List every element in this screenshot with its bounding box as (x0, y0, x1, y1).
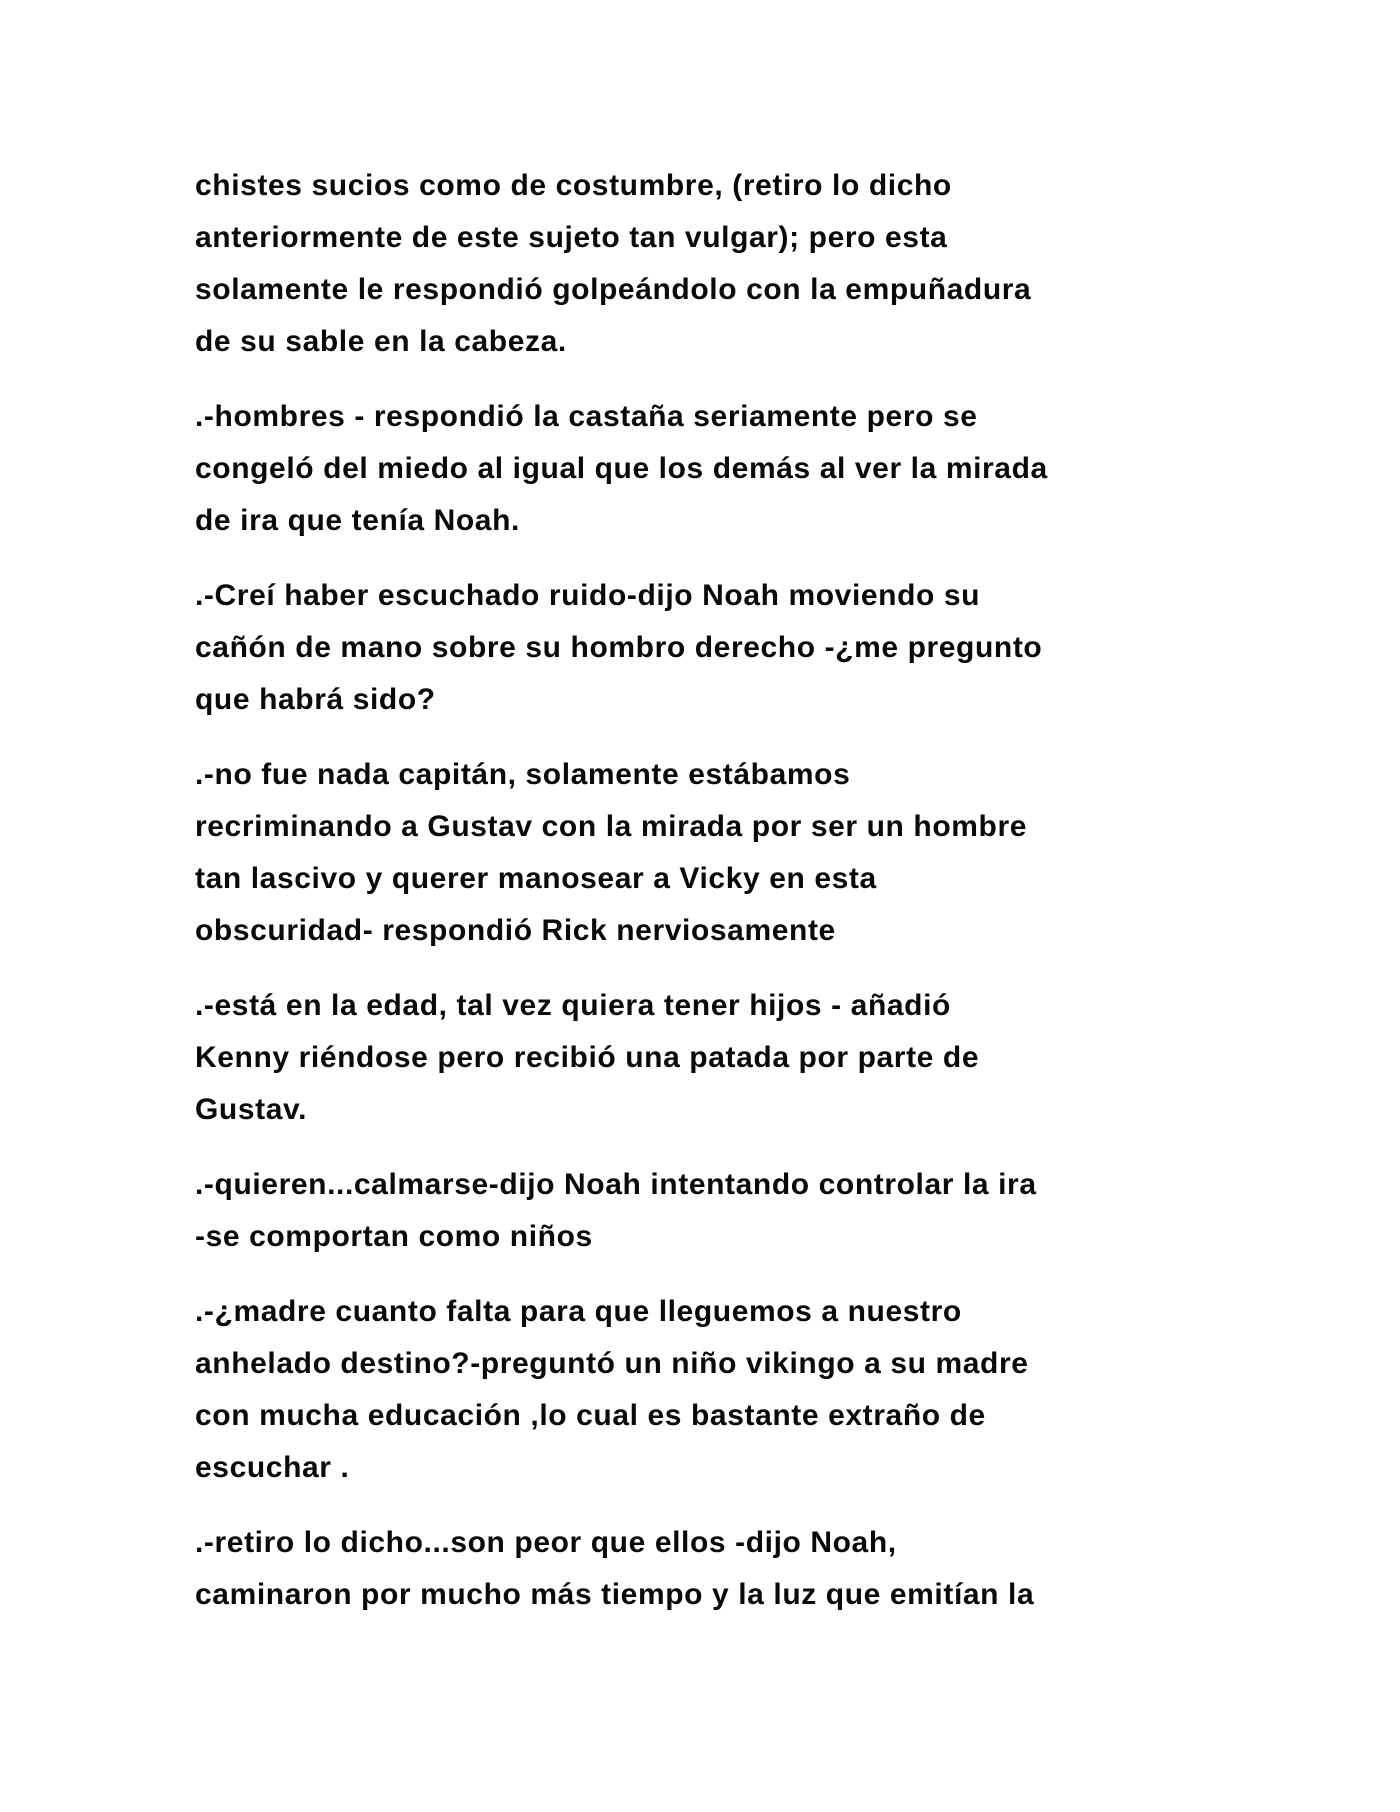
paragraph-6 (195, 1159, 1225, 1263)
paragraph-1 (195, 160, 1225, 368)
text-line: -se comportan como niños (195, 1220, 593, 1253)
paragraph-4 (195, 749, 1225, 957)
text-line: .-quieren...calmarse-dijo Noah intentando controlar la ira (195, 1168, 1037, 1201)
text-line: anteriormente de este sujeto tan vulgar); pero esta (195, 221, 948, 254)
text-line: .-Creí haber escuchado ruido-dijo Noah moviendo su (195, 579, 981, 612)
text-line: .-¿madre cuanto falta para que lleguemos a nuestro (195, 1295, 962, 1328)
text-line: recriminando a Gustav con la mirada por ser un hombre (195, 810, 1028, 843)
text-line: obscuridad- respondió Rick nerviosamente (195, 914, 836, 947)
text-line: caminaron por mucho más tiempo y la luz que emitían la (195, 1578, 1035, 1611)
text-line: que habrá sido? (195, 683, 436, 716)
text-line: .-hombres - respondió la castaña seriamente pero se (195, 400, 978, 433)
paragraph-7 (195, 1286, 1225, 1494)
text-line: de ira que tenía Noah. (195, 504, 520, 537)
text-line: de su sable en la cabeza. (195, 325, 567, 358)
paragraph-2 (195, 391, 1225, 547)
paragraph-8 (195, 1517, 1225, 1621)
text-line: tan lascivo y querer manosear a Vicky en esta (195, 862, 877, 895)
text-line: .-no fue nada capitán, solamente estábamos (195, 758, 851, 791)
text-line: Kenny riéndose pero recibió una patada por parte de (195, 1041, 980, 1074)
text-line: escuchar . (195, 1451, 350, 1484)
text-line: solamente le respondió golpeándolo con la empuñadura (195, 273, 1032, 306)
text-line: con mucha educación ,lo cual es bastante extraño de (195, 1399, 986, 1432)
text-line: congeló del miedo al igual que los demás al ver la mirada (195, 452, 1048, 485)
paragraph-3 (195, 570, 1225, 726)
text-line: .-retiro lo dicho...son peor que ellos -dijo Noah, (195, 1526, 897, 1559)
text-line: chistes sucios como de costumbre, (retiro lo dicho (195, 169, 952, 202)
text-line: Gustav. (195, 1093, 308, 1126)
paragraph-5 (195, 980, 1225, 1136)
document-page (195, 160, 1225, 1644)
text-line: .-está en la edad, tal vez quiera tener hijos - añadió (195, 989, 951, 1022)
text-line: cañón de mano sobre su hombro derecho -¿me pregunto (195, 631, 1043, 664)
text-line: anhelado destino?-preguntó un niño vikingo a su madre (195, 1347, 1029, 1380)
